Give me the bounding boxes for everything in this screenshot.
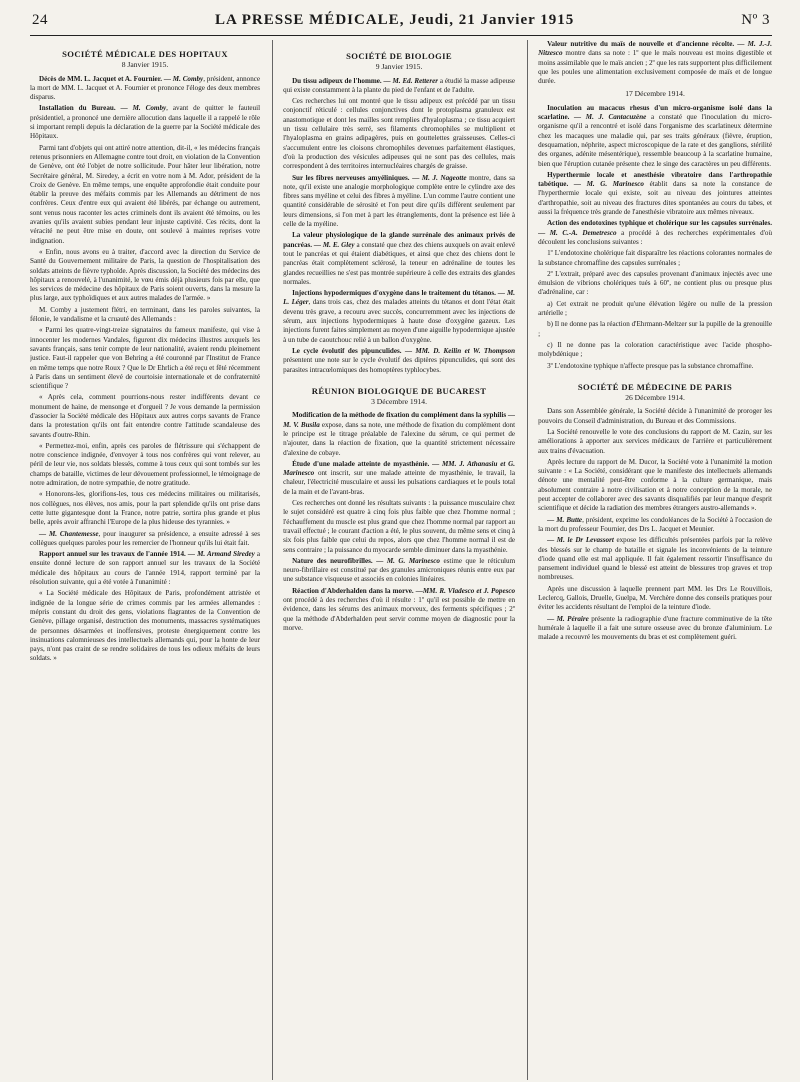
paragraph-text: a) Cet extrait ne produit qu'une élévation légère ou nulle de la pression artérielle ; xyxy=(538,299,772,318)
paragraph xyxy=(538,320,772,339)
author-name: — M. Péraire xyxy=(547,614,589,623)
paragraph-heading: Sur les fibres nerveuses amyéliniques. xyxy=(292,173,413,182)
paragraph-text: établit dans sa note la constance de l'hyperthermie locale qui existe, soit au niveau des jointures atteintes d'arthropathie, soit au niveau des fractures dites spontanées au cours du tabes, et aussi la fréquence très grande de l'anesthésie vibratoire aux mêmes niveaux. xyxy=(538,180,772,217)
author-name: — MM. D. Keilin et W. Thompson xyxy=(404,346,516,355)
paragraph-text: a procédé à des recherches expérimentales d'où découlent les conclusions suivantes : xyxy=(538,228,772,246)
paragraph xyxy=(283,77,515,96)
paragraph xyxy=(30,326,260,391)
paragraph-heading: Installation du Bureau. xyxy=(39,104,121,113)
paragraph xyxy=(538,536,772,582)
author-name: — M. J. Cantacuzène xyxy=(574,113,647,122)
paragraph xyxy=(283,347,515,375)
paragraph-text: , pour inaugurer sa présidence, a ensuite adressé à ses collègues quelques paroles pour les remercier de l'honneur qu'ils lui était fait. xyxy=(30,529,261,547)
paragraph-heading: Nature des neurofibrilles. xyxy=(292,556,377,565)
paragraph-text: « La Société médicale des Hôpitaux de Paris, profondément attristée et indignée de la longue série de crimes commis par les armées allemandes : mépris constant du droit des gens, violations flagrantes de la Convention de Genève, pillage organisé, destruction des monuments, massacres systématiques de personnes désarmées et inoffensives, proteste énergiquement contre les insinuations calomnieuses des intellectuels allemands qui, pour la honte de leur pays, n'ont pas craint de se rendre solidaires de tous les odieux méfaits de leurs soldats. » xyxy=(30,589,261,663)
paragraph-text: a constaté que l'inoculation du micro-organisme qu'il a rencontré et isolé dans l'organisme des scarlatineux détermine chez les macaques une maladie qui, par ses traits généraux (fièvre, éruption, desquamation, néphrite, aspect microscopique de la rate et des ganglions, stérilité des organes, adénite mésentérique), ressemble beaucoup à la scarlatine humaine, bien que l'éruption cutanée présente chez le singe des caractères un peu différents. xyxy=(538,113,772,168)
paragraph-text: , président, annonce la mort de MM. L. Jacquet et A. Fournier et prononce l'éloge des deux membres disparus. xyxy=(30,74,261,102)
paragraph-heading: Décès de MM. L. Jacquet et A. Fournier. xyxy=(39,74,164,83)
paragraph xyxy=(283,174,515,230)
paragraph-heading: Hyperthermie locale et anesthésie vibratoire dans l'arthropathie tabétique. xyxy=(538,170,772,189)
paragraph xyxy=(538,104,772,169)
paragraph xyxy=(538,40,772,86)
author-name: — M. V. Busila xyxy=(283,411,516,429)
session-date: 3 Décembre 1914. xyxy=(371,397,427,407)
paragraph xyxy=(538,300,772,319)
paragraph-text: expose les difficultés présentées parfois par la relève des blessés sur le champ de bataille et signale les inconvénients de la teinture d'iode quand elle est mal appliquée. Il fait également ressortir l'insuffisance du pansement individuel quand le blessé est atteint de blessures trop graves et trop nombreuses. xyxy=(538,536,772,582)
paragraph-text: ont inscrit, sur une malade atteinte de myasthénie, le travail, la chaleur, l'électricité musculaire et aussi les pulsations cardiaques et le pouls total de la main et de l'avant-bras. xyxy=(283,469,516,496)
paragraph-text: Ces recherches ont donné les résultats suivants : la puissance musculaire chez le sujet considéré est quatre à cinq fois plus faible que chez l'homme normal ; l'échauffement du muscle est plus grand que chez l'homme normal par rapport au travail effectué ; le courant d'action a été, le plus souvent, du même sens et cinq à six fois plus faible que celui du repos, alors que chez l'homme normal il est de sens contraire ; la puissance du myocarde semble diminuer dans la myasthénie. xyxy=(283,499,516,554)
paragraph-text: Après une discussion à laquelle prennent part MM. les Drs Le Rouvillois, Leclercq, Gallois, Druelle, Guelpa, M. Verchère donne des conseils pratiques pour éviter les accidents résultant de l'emploi de la teinture d'iode. xyxy=(538,584,772,612)
column-3 xyxy=(527,40,772,1080)
paragraph xyxy=(283,557,515,585)
paragraph-text: 1º L'endotoxine cholérique fait disparaître les réactions colorantes normales de la substance chromaffine des capsules surrénales ; xyxy=(538,249,772,267)
paragraph-heading: Inoculation au macacus rhesus d'un micro-organisme isolé dans la scarlatine. xyxy=(538,103,772,122)
paragraph-text: présente la radiographie d'une fracture comminutive de la tête humérale à laquelle il a fait une suture osseuse avec du bronze d'aluminium. Le malade a recouvré les mouvements du bras et est complètement guéri. xyxy=(538,614,772,642)
paragraph-text: montre, dans sa note, qu'il existe une analogie morphologique complète entre le cylindre axe des fibres sans myéline et celui des fibres à myéline. L'un comme l'autre contient une quantité considérable de sérosité et l'on peut dire qu'ils diffèrent seulement par leurs dimensions, si l'on met à part les étranglements, dont la présence est liée à celle de la myéline. xyxy=(283,173,516,229)
column-2-body xyxy=(283,77,515,375)
author-name: — M. G. Marinesco xyxy=(573,180,644,189)
paragraph-heading: Réaction d'Abderhalden dans la morve. xyxy=(292,586,416,595)
paragraph-text: expose, dans sa note, une méthode de fixation du complément dont le principe est le titrage préalable de l'alexine du sérum, ce qui permet de n'ajouter, dans la réaction de fixation, que la quantité strictement nécessaire d'alexine de cobaye. xyxy=(283,420,516,457)
paragraph-text: « Parmi les quatre-vingt-treize signataires du fameux manifeste, qui vise à innocenter les modernes Vandales, figurent dix médecins illustres auxquels les savants français, sans tenir compte de leur nationalité, avaient rendu pleinement justice. Faut-il rappeler que von Behring a été couronné par l'Institut de France en même temps que notre Roux ? Que le Dr Ehrlich a été reçu et fêté récemment à Paris dans un sentiment élevé de courtoisie internationale et de confraternité scientifique ? xyxy=(30,326,261,391)
paragraph xyxy=(283,97,515,171)
paragraph xyxy=(283,231,515,287)
column-3-body xyxy=(538,40,772,86)
issue-number: Nº 3 xyxy=(741,12,770,28)
column-1-body xyxy=(30,75,260,664)
paragraph xyxy=(30,393,260,439)
column-2-body-2 xyxy=(283,411,515,633)
paragraph xyxy=(538,428,772,456)
author-name: — M. L. Léger xyxy=(283,289,516,307)
author-name: — M. Butte xyxy=(547,515,583,524)
paragraph-text: « Honorons-les, glorifions-les, tous ces médecins militaires ou militarisés, nos collègues, nos élèves, nos amis, pour la part splendide qu'ils ont prise dans cette lutte gigantesque dont la France, notre patrie, sortira plus grande et plus belle, après avoir affranchi l'Europe de la plus hideuse des tyrannies. » xyxy=(30,490,261,527)
paragraph-heading: Du tissu adipeux de l'homme. xyxy=(292,76,384,85)
paragraph-text: , président, exprime les condoléances de la Société à l'occasion de la mort du professeur Fournier, des Drs L. Jacquet et Meunier. xyxy=(538,515,772,533)
paragraph-text: « Après cela, comment pourrions-nous rester indifférents devant ce monument de haine, de mensonge et d'orgueil ? Je vous demande la permission d'associer la Société médicale des Hôpitaux aux autres corps savants de France dans la protestation qu'ils ont fait entendre contre l'attitude scandaleuse des savants d'outre-Rhin. xyxy=(30,393,261,439)
paragraph xyxy=(30,530,260,549)
paragraph-text: , avant de quitter le fauteuil présidentiel, a prononcé une dernière allocution dans laquelle il a rappelé le rôle si important rempli depuis la déclaration de la guerre par la Société médicale des Hôpitaux. xyxy=(30,104,261,141)
paragraph xyxy=(30,75,260,103)
paragraph-text: c) Il ne donne pas la coloration caractéristique avec l'acide phospho-molybdénique ; xyxy=(538,340,772,359)
paragraph-text: a étudié la masse adipeuse qui existe constamment à la plante du pied de l'enfant et de l'adulte. xyxy=(283,76,516,94)
society-title: RÉUNION BIOLOGIQUE DE BUCAREST xyxy=(311,385,487,396)
author-name: — M. J.-J. Nitzesco xyxy=(538,40,772,58)
column-2 xyxy=(272,40,515,1080)
session-date: 8 Janvier 1915. xyxy=(121,60,169,70)
society-title: SOCIÉTÉ DE MÉDECINE DE PARIS xyxy=(577,381,733,392)
author-name: — M. Comby xyxy=(120,104,167,113)
paragraph-heading: Valeur nutritive du maïs de nouvelle et d'ancienne récolte. xyxy=(547,40,738,48)
paragraph-text: Parmi tant d'objets qui ont attiré notre attention, dit-il, « les médecins français retenus prisonniers en Allemagne contre tout droit, en violation de la Convention de Genève, ont été l'objet de notre sollicitude. Pour hâter leur libération, notre Secrétaire général, M. Siredey, a écrit en votre nom à M. Ador, président de la Croix de Genève. En même temps, une enquête approfondie était conduite pour établir la preuve des méfaits commis par les Allemands au détriment de nos confrères. Ceux d'entre eux qui avaient été libérés, par échange ou autrement, sont venus nous raconter les actes criminels dont ils avaient été témoins, ou les avanies qu'ils avaient subies pendant leur injuste captivité. Ces récits, dont la véracité ne peut être mise en doute, ont soulevé à maintes reprises votre indignation. xyxy=(30,143,261,245)
paragraph xyxy=(538,458,772,514)
paragraph xyxy=(538,171,772,217)
paragraph xyxy=(283,499,515,555)
paragraph-text: montre dans sa note : 1º que le maïs nouveau est moins digestible et moins assimilable que le maïs ancien ; 2º que les rats supportent plus difficilement que les poules une alimentation exclusivement composée de maïs et de longue durée. xyxy=(538,49,772,86)
paragraph-text: 2º L'extrait, préparé avec des capsules provenant d'animaux injectés avec une émulsion de vibrions cholériques tués à 60º, ne contient plus ou presque plus d'adrénaline, car : xyxy=(538,269,772,297)
session-date: 9 Janvier 1915. xyxy=(375,62,423,72)
paragraph-text: Après lecture du rapport de M. Ducor, la Société vote à l'unanimité la motion suivante : « La Société, considérant que le manifeste des intellectuels allemands dénote une mentalité peut-être conforme à la culture germanique, mais absolument contraire à notre civilisation et à notre conception de la morale, ne peut accepter de collaborer avec des savants disqualifiés par leur manque d'esprit scientifique et décide la radiation des membres étrangers austro-allemands ». xyxy=(538,457,772,513)
running-head xyxy=(30,10,772,36)
author-name: — M. C.-A. Demetresco xyxy=(538,228,617,237)
session-date: 26 Décembre 1914. xyxy=(625,393,685,403)
author-name: — M. J. Nageotte xyxy=(412,173,467,182)
paragraph xyxy=(30,589,260,663)
paragraph-text: « Permettez-moi, enfin, après ces paroles de flétrissure qui s'échappent de notre conscience indignée, d'envoyer à tous nos confrères qui vont relever, au péril de leur vie, nos soldats blessés, comme à tous ceux qui sont tombés sur les champs de bataille, victimes de leur dévouement professionnel, le témoignage de notre admiration, de notre sympathie, de notre gratitude. xyxy=(30,441,261,488)
society-title: SOCIÉTÉ MÉDICALE DES HOPITAUX xyxy=(62,49,228,59)
author-name: —MM. R. Vladesco et J. Popesco xyxy=(415,586,516,595)
paragraph xyxy=(30,490,260,527)
author-name: — MM. J. Athanasiu et G. Marinesco xyxy=(283,459,516,478)
paragraph xyxy=(538,615,772,643)
paragraph-heading: Modification de la méthode de fixation du complément dans la syphilis xyxy=(292,411,508,420)
paragraph-text: a ensuite donné lecture de son rapport annuel sur les travaux de la Société médicale des hôpitaux au cours de l'année 1914, rapport terminé par la résolution suivante, qui a été votée à l'unanimité : xyxy=(30,550,261,587)
paragraph xyxy=(30,550,260,587)
paragraph xyxy=(538,585,772,613)
paragraph xyxy=(538,341,772,360)
paragraph xyxy=(30,442,260,488)
session-date: 17 Décembre 1914. xyxy=(625,89,685,99)
paragraph xyxy=(538,516,772,535)
paragraph-heading: Rapport annuel sur les travaux de l'année 1914. xyxy=(39,550,188,559)
paragraph xyxy=(30,248,260,304)
column-3-body-2 xyxy=(538,104,772,371)
paragraph xyxy=(283,411,515,457)
paragraph-text: a constaté que chez des chiens auxquels on avait enlevé tout le pancréas et qui étaient diabétiques, et ainsi que chez des chiens dont le pancréas était complètement sclérosé, la teneur en adrénaline de toutes les glandes recueillies ne s'est pas montrée supérieure à celle des extraits des glandes normales. xyxy=(283,240,516,286)
paragraph-heading: Étude d'une malade atteinte de myasthénie. xyxy=(292,459,433,468)
society-title: SOCIÉTÉ DE BIOLOGIE xyxy=(346,51,453,61)
author-name: — M. le Dr Levassort xyxy=(547,536,614,545)
column-1 xyxy=(30,40,260,1080)
paragraph-text: b) Il ne donne pas la réaction d'Ehrmann-Meltzer sur la pupille de la grenouille ; xyxy=(538,320,772,338)
paragraph-text: , dans trois cas, chez des malades atteints du tétanos et dont l'état était devenu très grave, a recouru avec succès, concurremment avec les injections de sérum, aux injections hypodermiques à haute dose d'oxygène gazeux. Les injections furent faites simplement au moyen d'une aiguille hypodermique ajustée à un tube de caoutchouc relié à un ballon d'oxygène. xyxy=(283,298,516,344)
paragraph xyxy=(538,249,772,268)
paragraph-text: Ces recherches lui ont montré que le tissu adipeux est précédé par un tissu conjonctif réticulé : cellules conjonctives dont le protoplasma granuleux est anastomotique et dont les mailles sont remplies d'hyaloplasma ; ce tissu acquiert un tissu cellulaire très serré, ses filaments chromophiles se multiplient et l'hyaloplasma en grains adipagères, puis en gouttelettes graisseuses. Celles-ci s'accumulent entre les cloisons chromophiles devenues parfaitement élastiques, d'où la production des vésicules adipeuses qui ne sont pas des cellules, mais correspondent à des territoires internucléaires chargés de graisse. xyxy=(283,97,516,171)
paragraph-heading: Le cycle évolutif des pipunculides. xyxy=(292,346,405,355)
paragraph-text: présentent une note sur le cycle évolutif des diptères pipunculides, qui sont des parasites intracœlomiques des homoptères typhlocybes. xyxy=(283,356,516,374)
journal-title: LA PRESSE MÉDICALE, Jeudi, 21 Janvier 1915 xyxy=(214,12,575,28)
paragraph xyxy=(30,104,260,141)
paragraph-text: Dans son Assemblée générale, la Société décide à l'unanimité de proroger les pouvoirs du Conseil d'administration, du Bureau et des Commissions. xyxy=(538,407,772,425)
paragraph xyxy=(538,219,772,247)
paragraph-heading: La valeur physiologique de la glande surrénale des animaux privés de pancréas. xyxy=(283,231,516,249)
paragraph xyxy=(538,270,772,298)
text-columns xyxy=(30,40,772,1080)
author-name: — M. Armand Siredey xyxy=(187,550,255,559)
paragraph-text: « Enfin, nous avons eu à traiter, d'accord avec la direction du Service de Santé du Gouvernement militaire de Paris, la question de l'hospitalisation des soldats atteints de fièvre typhoïde. Après discussion, la Société des médecins des hôpitaux a renouvelé, à l'unanimité, le vœu émis déjà plusieurs fois par elle, que les services de médecine des hôpitaux de Paris soient ouverts, dans la mesure la plus large, aux typhoïdiques et aux autres malades de l'armée. » xyxy=(30,247,261,303)
author-name: — M. E. Gley xyxy=(313,240,355,249)
paragraph-text: M. Comby a justement flétri, en terminant, dans les paroles suivantes, la félonie, le vandalisme et la cruauté des Allemands : xyxy=(30,305,261,324)
author-name: — M. Chantemesse xyxy=(39,529,99,538)
paragraph xyxy=(283,289,515,345)
column-3-body-3 xyxy=(538,407,772,642)
paragraph-heading: Action des endotoxines typhique et cholérique sur les capsules surrénales. xyxy=(547,219,772,228)
paragraph xyxy=(30,144,260,246)
paragraph xyxy=(283,460,515,497)
author-name: — M. Comby xyxy=(163,74,204,83)
page-number: 24 xyxy=(32,12,48,28)
author-name: — M. G. Marinesco xyxy=(376,556,440,565)
paragraph xyxy=(30,306,260,325)
paragraph xyxy=(538,362,772,371)
paragraph-text: estime que le réticulum neuro-fibrillaire est constitué par des granules amicroniques réunis entre eux par une substance visqueuse et associés en colonies linéaires. xyxy=(283,556,516,584)
paragraph-text: La Société renouvelle le vote des conclusions du rapport de M. Cazin, sur les améliorations à apporter aux services médicaux de l'arrière et particulièrement aux trains d'évacuation. xyxy=(538,427,772,455)
paragraph xyxy=(283,587,515,633)
paragraph-heading: Injections hypodermiques d'oxygène dans le traitement du tétanos. xyxy=(292,289,498,298)
paragraph-text: 3º L'endotoxine typhique n'affecte presque pas la substance chromaffine. xyxy=(547,361,754,370)
paragraph-text: ont procédé à des recherches d'où il résulte : 1º qu'il est possible de mettre en évidence, dans les sérums des animaux morveux, des ferments spécifiques ; 2º que la méthode d'Abderhalden peut servir comme moyen de diagnostic pour la morve. xyxy=(283,596,516,632)
paragraph xyxy=(538,407,772,426)
author-name: — M. Ed. Retterer xyxy=(383,76,438,85)
